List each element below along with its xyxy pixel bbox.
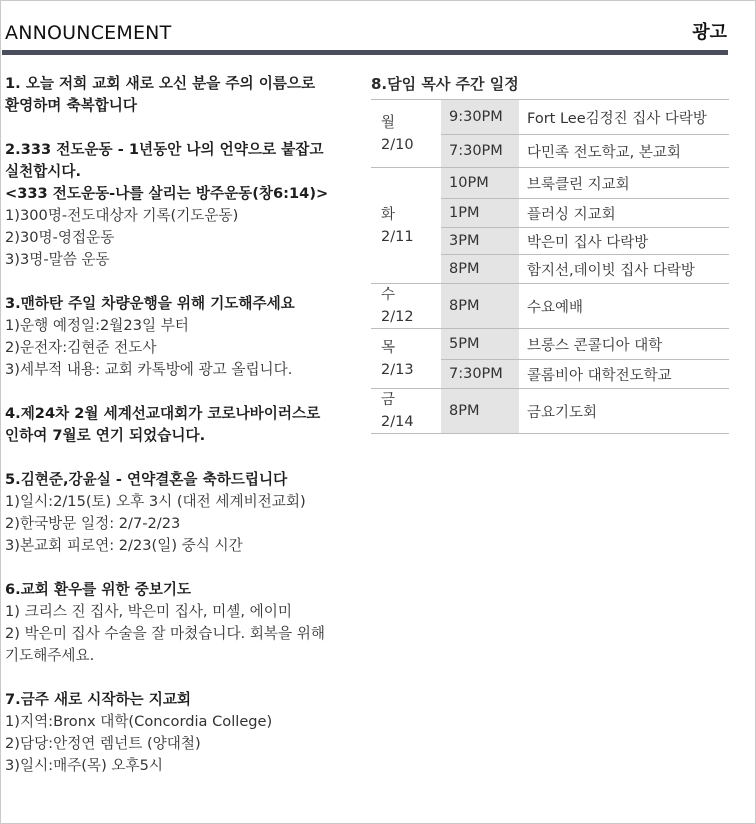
announcement-heading: <333 전도운동-나를 살리는 방주운동(창6:14)> [5,185,329,202]
schedule-table [371,99,729,434]
event-time: 7:30PM [441,135,519,168]
day-name: 목 [381,339,396,356]
schedule-row [371,284,729,329]
announcement-heading: 인하여 7월로 연기 되었습니다. [5,427,206,444]
schedule-day [371,389,441,434]
announcement-item [5,689,355,777]
event-time: 9:30PM [441,100,519,135]
event-time: 8PM [441,255,519,284]
announcement-line: 3)일시:매주(목) 오후5시 [5,757,163,774]
announcement-heading: 6.교회 환우를 위한 중보기도 [5,581,192,598]
day-name: 금 [381,392,396,408]
day-name: 수 [381,287,396,303]
announcement-heading: 실천합시다. [5,163,82,180]
day-date: 2/14 [381,414,414,430]
schedule-day [371,329,441,389]
schedule-day [371,100,441,168]
announcement-line: 2) 박은미 집사 수술을 잘 마쳤습니다. 회복을 위해 [5,625,325,642]
event-description: 금요기도회 [519,389,729,434]
announcement-line: 2)담당:안정연 렘넌트 (양대철) [5,735,201,752]
event-description: 플러싱 지교회 [519,199,729,228]
event-description: Fort Lee김정진 집사 다락방 [519,100,729,135]
event-description: 박은미 집사 다락방 [519,228,729,255]
day-date: 2/10 [381,136,414,153]
event-time: 8PM [441,284,519,329]
announcement-heading: 5.김현준,강윤실 - 연약결혼을 축하드립니다 [5,471,288,488]
schedule-day [371,168,441,284]
announcement-heading: 4.제24차 2월 세계선교대회가 코로나바이러스로 [5,405,321,422]
schedule-day [371,284,441,329]
event-time: 1PM [441,199,519,228]
announcement-item [5,293,355,381]
pastor-schedule [371,73,729,434]
day-name: 월 [381,114,396,131]
announcement-item [5,469,355,557]
event-description: 다민족 전도학교, 본교회 [519,135,729,168]
announcement-line: 1)지역:Bronx 대학(Concordia College) [5,713,273,730]
schedule-title: 8.담임 목사 주간 일정 [371,75,519,93]
event-time: 3PM [441,228,519,255]
announcement-heading: 3.맨하탄 주일 차량운행을 위해 기도해주세요 [5,295,295,312]
announcement-heading: 1. 오늘 저희 교회 새로 오신 분을 주의 이름으로 [5,75,316,92]
event-description: 브룩클린 지교회 [519,168,729,199]
announcement-heading: 환영하며 축복합니다 [5,97,137,114]
announcement-line: 3)세부적 내용: 교회 카톡방에 광고 올립니다. [5,361,293,378]
announcement-heading: 2.333 전도운동 - 1년동안 나의 언약으로 붙잡고 [5,141,324,158]
announcement-line: 3)본교회 피로연: 2/23(일) 중식 시간 [5,537,243,554]
announcement-item [5,139,355,271]
announcement-heading: 7.금주 새로 시작하는 지교회 [5,691,192,708]
announcement-line: 1)운행 예정일:2월23일 부터 [5,317,189,334]
schedule-row [371,100,729,135]
event-time: 10PM [441,168,519,199]
announcement-line: 3)3명-말씀 운동 [5,251,110,268]
event-time: 5PM [441,329,519,360]
schedule-row [371,389,729,434]
day-date: 2/12 [381,309,414,325]
event-description: 수요예배 [519,284,729,329]
announcement-line: 1)일시:2/15(토) 오후 3시 (대전 세계비전교회) [5,493,306,510]
event-description: 브롱스 콘콜디아 대학 [519,329,729,360]
announcement-line: 2)한국방문 일정: 2/7-2/23 [5,515,181,532]
event-description: 함지선,데이빗 집사 다락방 [519,255,729,284]
schedule-row [371,168,729,199]
announcement-line: 2)30명-영접운동 [5,229,115,246]
announcement-list [5,73,355,799]
announcement-line: 1)300명-전도대상자 기록(기도운동) [5,207,239,224]
day-name: 화 [381,206,396,223]
header-bar [1,1,755,50]
schedule-row [371,329,729,360]
announcement-item [5,579,355,667]
announcement-line: 2)운전자:김현준 전도사 [5,339,157,356]
announcement-line: 1) 크리스 진 집사, 박은미 집사, 미셸, 에이미 [5,603,292,620]
announcement-line: 기도해주세요. [5,647,95,664]
event-time: 8PM [441,389,519,434]
day-date: 2/11 [381,228,414,245]
day-date: 2/13 [381,361,414,378]
event-description: 콜롬비아 대학전도학교 [519,360,729,389]
event-time: 7:30PM [441,360,519,389]
announcement-item [5,403,355,447]
ad-label: 광고 [692,22,727,43]
page-title: ANNOUNCEMENT [5,22,172,44]
announcement-item [5,73,355,117]
header-divider [2,50,728,55]
